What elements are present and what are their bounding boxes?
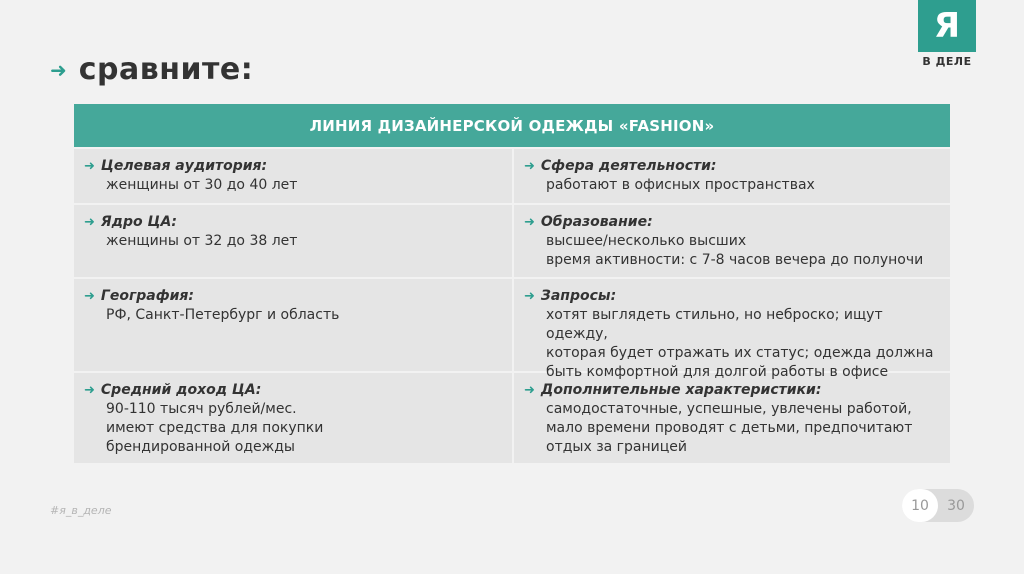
arrow-right-icon: ➜ [50, 57, 67, 82]
value-line: имеют средства для покупки [106, 420, 324, 436]
cell-label [524, 213, 934, 232]
value-line: высшее/несколько высших [546, 233, 747, 249]
cell-label-text: Запросы: [540, 288, 617, 304]
cell-label [84, 287, 496, 306]
logo-caption: В ДЕЛЕ [922, 55, 972, 68]
cell-label [84, 157, 496, 176]
cell-value [524, 400, 934, 457]
table-cell [512, 279, 950, 380]
value-line: работают в офисных пространствах [546, 177, 815, 193]
table-cell [74, 279, 512, 371]
cell-value [524, 232, 934, 270]
brand-logo [918, 0, 978, 72]
cell-value [84, 176, 496, 195]
cell-label [84, 381, 496, 400]
arrow-right-icon: ➜ [524, 215, 535, 230]
arrow-right-icon: ➜ [524, 383, 535, 398]
audience-table [74, 104, 950, 463]
cell-label-text: Средний доход ЦА: [100, 382, 262, 398]
hashtag: #я_в_деле [50, 504, 112, 517]
cell-label-text: Сфера деятельности: [540, 158, 717, 174]
value-line: время активности: с 7-8 часов вечера до полуночи [546, 252, 924, 268]
cell-value [84, 400, 496, 457]
cell-label [524, 287, 934, 306]
total-slides-number: 30 [947, 497, 965, 514]
cell-value [84, 232, 496, 251]
arrow-right-icon: ➜ [524, 159, 535, 174]
cell-value [524, 306, 934, 382]
cell-label [524, 157, 934, 176]
page-title: сравните: [78, 52, 254, 87]
value-line: быть комфортной для долгой работы в офисе [546, 364, 889, 380]
value-line: РФ, Санкт-Петербург и область [106, 307, 340, 323]
value-line: 90-110 тысяч рублей/мес. [106, 401, 297, 417]
value-line: самодостаточные, успешные, увлечены работой, [546, 401, 912, 417]
arrow-right-icon: ➜ [84, 383, 95, 398]
cell-value [84, 306, 496, 325]
value-line: которая будет отражать их статус; одежда должна [546, 345, 934, 361]
cell-label-text: Образование: [540, 214, 653, 230]
cell-label-text: Целевая аудитория: [100, 158, 268, 174]
arrow-right-icon: ➜ [84, 215, 95, 230]
table-cell [512, 205, 950, 277]
value-line: брендированной одежды [106, 439, 295, 455]
cell-label-text: Дополнительные характеристики: [540, 382, 822, 398]
value-line: женщины от 30 до 40 лет [106, 177, 298, 193]
cell-value [524, 176, 934, 195]
cell-label-text: Ядро ЦА: [100, 214, 177, 230]
table-row [74, 147, 950, 203]
arrow-right-icon: ➜ [84, 289, 95, 304]
table-header: ЛИНИЯ ДИЗАЙНЕРСКОЙ ОДЕЖДЫ «FASHION» [74, 104, 950, 147]
table-row [74, 203, 950, 277]
table-cell [512, 149, 950, 203]
arrow-right-icon: ➜ [84, 159, 95, 174]
value-line: хотят выглядеть стильно, но неброско; ищут одежду, [546, 307, 883, 342]
slide-pager [902, 489, 974, 522]
cell-label-text: География: [100, 288, 195, 304]
table-row [74, 277, 950, 380]
slide-title [50, 52, 253, 87]
value-line: отдых за границей [546, 439, 687, 455]
value-line: женщины от 32 до 38 лет [106, 233, 298, 249]
logo-mark: Я [918, 0, 976, 52]
table-row [74, 371, 950, 463]
arrow-right-icon: ➜ [524, 289, 535, 304]
table-cell [74, 205, 512, 277]
table-cell [74, 149, 512, 203]
value-line: мало времени проводят с детьми, предпочитают [546, 420, 913, 436]
table-cell [74, 373, 512, 463]
current-slide-number: 10 [902, 489, 938, 522]
cell-label [84, 213, 496, 232]
cell-label [524, 381, 934, 400]
table-cell [512, 373, 950, 463]
